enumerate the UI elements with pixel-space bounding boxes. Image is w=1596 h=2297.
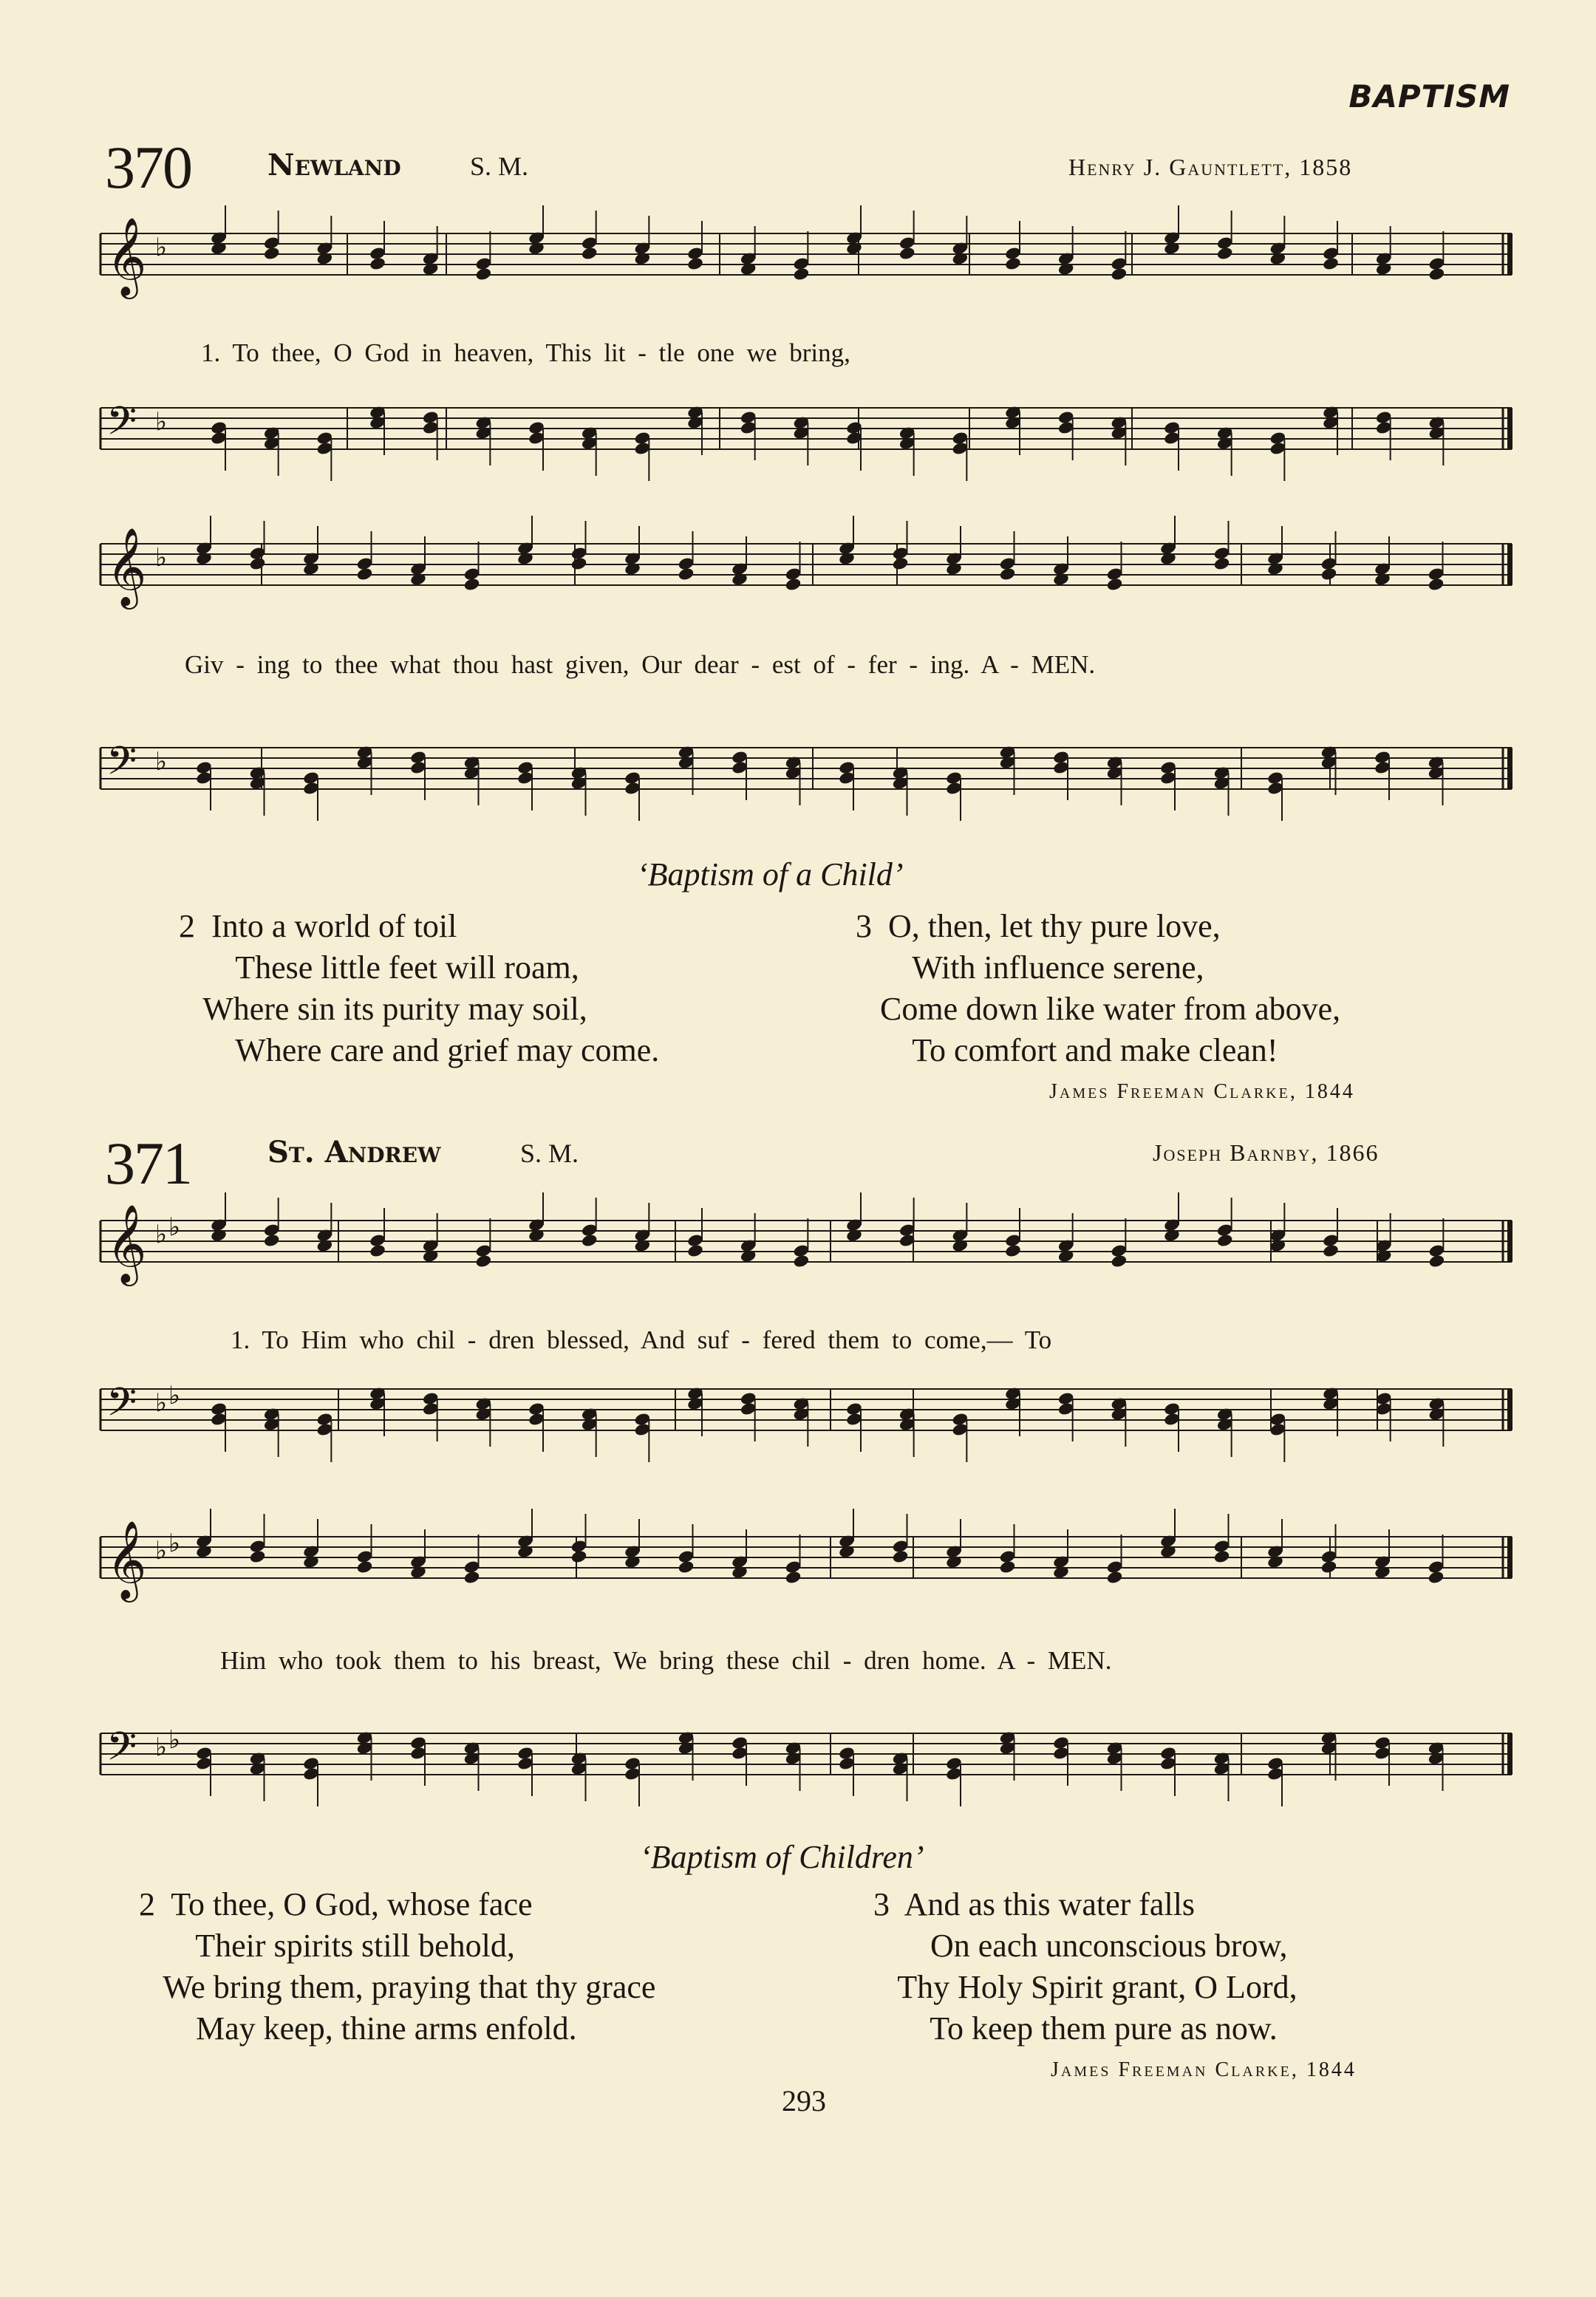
note-head [999,567,1017,581]
hymn-title: ‘Baptism of Children’ [640,1839,924,1875]
note-head [1216,1233,1234,1248]
note-head [263,246,281,261]
note-head [1213,1549,1231,1564]
note-head [793,267,811,281]
note-head [1004,1243,1022,1258]
composer: Henry J. Gauntlett, 1858 [1068,154,1353,180]
bass-clef-icon: 𝄢 [106,399,137,454]
note-head [463,577,481,592]
note-head [686,256,704,271]
flat-icon: ♭ [155,1388,168,1418]
flat-icon: ♭ [155,1536,168,1566]
note-head [785,1570,802,1585]
note-head [678,567,695,581]
note-head [263,1233,281,1248]
bass-clef-icon: 𝄢 [106,1380,137,1435]
note-head [249,1549,267,1564]
author: James Freeman Clarke, 1844 [1049,1080,1355,1103]
note-head [1428,1254,1446,1269]
note-head [570,556,588,571]
note-head [570,1549,588,1564]
bass-clef-icon: 𝄢 [106,1724,137,1779]
bass-clef-icon: 𝄢 [106,739,137,793]
flat-icon: ♭ [168,1725,181,1755]
note-head [356,567,374,581]
final-barline [1507,1389,1513,1430]
note-head [1111,267,1128,281]
note-head [1320,567,1338,581]
note-head [1111,1254,1128,1269]
note-head [892,1549,910,1564]
note-head [793,1254,811,1269]
lyrics-line: Him who took them to his breast, We bring these chil - dren home. A - MEN. [220,1646,1112,1675]
section-label: BAPTISM [1348,78,1510,115]
note-head [1216,246,1234,261]
hymn-title: ‘Baptism of a Child’ [637,856,904,892]
note-head [581,1233,598,1248]
verse: 2 Into a world of toil These little feet will roam, Where sin its purity may soil, Where care and grief may come. [179,908,660,1068]
flat-icon: ♭ [155,1220,168,1249]
flat-icon: ♭ [155,543,168,573]
note-head [1213,556,1231,571]
note-head [1428,1570,1445,1585]
note-head [1428,267,1446,281]
note-head [369,256,386,271]
lyrics-line: Giv - ing to thee what thou hast given, Our dear - est of - fer - ing. A - MEN. [185,650,1096,679]
lyrics-line: 1. To thee, O God in heaven, This lit - tle one we bring, [201,338,850,367]
final-barline [1507,1733,1513,1775]
flat-icon: ♭ [168,1529,181,1558]
flat-icon: ♭ [155,233,168,262]
note-head [475,267,493,281]
flat-icon: ♭ [155,1733,168,1762]
flat-icon: ♭ [155,747,168,777]
treble-clef-icon: 𝄞 [106,216,147,296]
treble-clef-icon: 𝄞 [106,527,147,606]
verse: 3 And as this water falls On each unconscious brow, Thy Holy Spirit grant, O Lord, To keep them pure as now. [873,1886,1297,2047]
lyrics-line: 1. To Him who chil - dren blessed, And suf - fered them to come,— To [231,1325,1052,1354]
meter: S. M. [520,1139,579,1168]
note-head [678,1560,695,1574]
note-head [1428,577,1445,592]
page-number: 293 [782,2084,826,2117]
note-head [1004,256,1022,271]
note-head [785,577,802,592]
meter: S. M. [470,151,529,181]
final-barline [1507,544,1513,585]
note-head [1322,1243,1340,1258]
treble-clef-icon: 𝄞 [106,1204,147,1283]
author: James Freeman Clarke, 1844 [1051,2058,1357,2081]
final-barline [1507,748,1513,789]
tune-name: Newland [267,148,401,182]
flat-icon: ♭ [168,1381,181,1410]
note-head [581,246,598,261]
note-head [463,1570,481,1585]
composer: Joseph Barnby, 1866 [1153,1139,1380,1166]
note-head [898,246,916,261]
note-head [369,1243,386,1258]
treble-clef-icon: 𝄞 [106,1520,147,1599]
note-head [686,1243,704,1258]
note-head [1322,256,1340,271]
hymn-number: 370 [105,134,191,201]
final-barline [1507,1221,1513,1262]
note-head [1106,1570,1124,1585]
note-head [249,556,267,571]
flat-icon: ♭ [155,407,168,437]
final-barline [1507,408,1513,449]
note-head [999,1560,1017,1574]
hymn-number: 371 [105,1130,191,1197]
note-head [1106,577,1124,592]
tune-name: St. Andrew [267,1135,441,1170]
note-head [892,556,910,571]
note-head [475,1254,493,1269]
note-head [356,1560,374,1574]
verse: 3 O, then, let thy pure love, With influence serene, Come down like water from above, To comfort and make clean! [856,908,1341,1068]
final-barline [1507,1537,1513,1578]
note-head [1320,1560,1338,1574]
final-barline [1507,233,1513,275]
verse: 2 To thee, O God, whose face Their spirits still behold, We bring them, praying that thy grace May keep, thine arms enfold. [139,1886,656,2047]
flat-icon: ♭ [168,1212,181,1242]
